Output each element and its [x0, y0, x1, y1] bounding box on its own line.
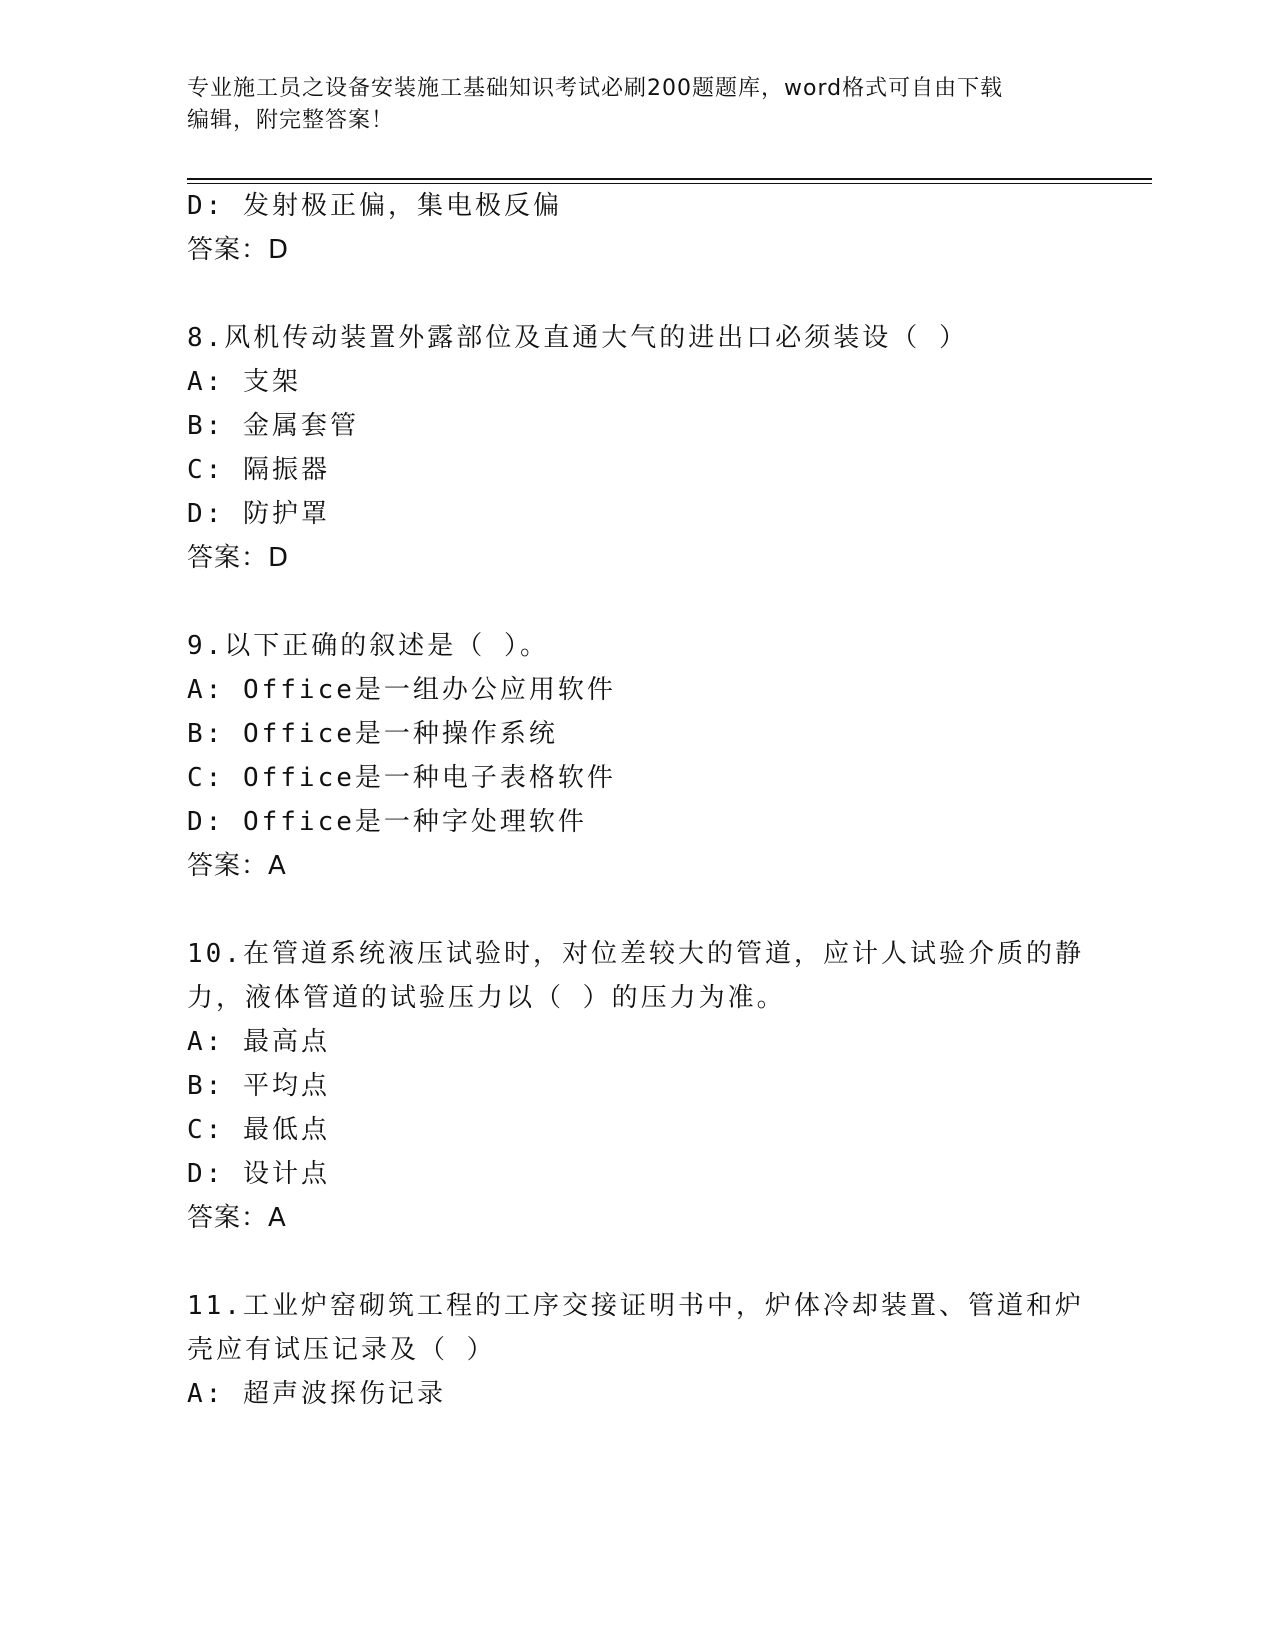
q10-option-d: D: 设计点: [187, 1159, 330, 1189]
header-divider-thick: [187, 178, 1152, 180]
q10-stem-line-2: 力，液体管道的试验压力以（ ）的压力为准。: [187, 983, 786, 1013]
document-header: [187, 73, 1067, 137]
q8-option-d: D: 防护罩: [187, 499, 330, 529]
q10-answer: 答案：A: [187, 1203, 287, 1233]
q9-option-d: D: Office是一种字处理软件: [187, 807, 587, 837]
header-title-line-1: 专业施工员之设备安装施工基础知识考试必刷200题题库，word格式可自由下载: [187, 76, 1004, 101]
q8-option-b: B: 金属套管: [187, 411, 359, 441]
q8-stem: 8.风机传动装置外露部位及直通大气的进出口必须装设（ ）: [187, 323, 968, 353]
q11-stem-line-2: 壳应有试压记录及（ ）: [187, 1335, 496, 1365]
q9-stem: 9.以下正确的叙述是（ ）。: [187, 631, 549, 661]
q9-option-c: C: Office是一种电子表格软件: [187, 763, 616, 793]
q11-option-a: A: 超声波探伤记录: [187, 1379, 446, 1409]
q10-option-c: C: 最低点: [187, 1115, 330, 1145]
q8-option-a: A: 支架: [187, 367, 301, 397]
q9-option-b: B: Office是一种操作系统: [187, 719, 558, 749]
q10-stem-line-1: 10.在管道系统液压试验时，对位差较大的管道，应计人试验介质的静: [187, 939, 1084, 969]
prev-answer: 答案：D: [187, 235, 290, 265]
q9-option-a: A: Office是一组办公应用软件: [187, 675, 616, 705]
q10-option-a: A: 最高点: [187, 1027, 330, 1057]
q10-option-b: B: 平均点: [187, 1071, 330, 1101]
q8-answer: 答案：D: [187, 543, 290, 573]
header-title-line-2: 编辑，附完整答案！: [187, 108, 395, 133]
q9-answer: 答案：A: [187, 851, 287, 881]
q11-stem-line-1: 11.工业炉窑砌筑工程的工序交接证明书中，炉体冷却装置、管道和炉: [187, 1291, 1084, 1321]
prev-option-d: D: 发射极正偏，集电极反偏: [187, 191, 562, 221]
q8-option-c: C: 隔振器: [187, 455, 330, 485]
header-divider-thin: [187, 183, 1152, 184]
